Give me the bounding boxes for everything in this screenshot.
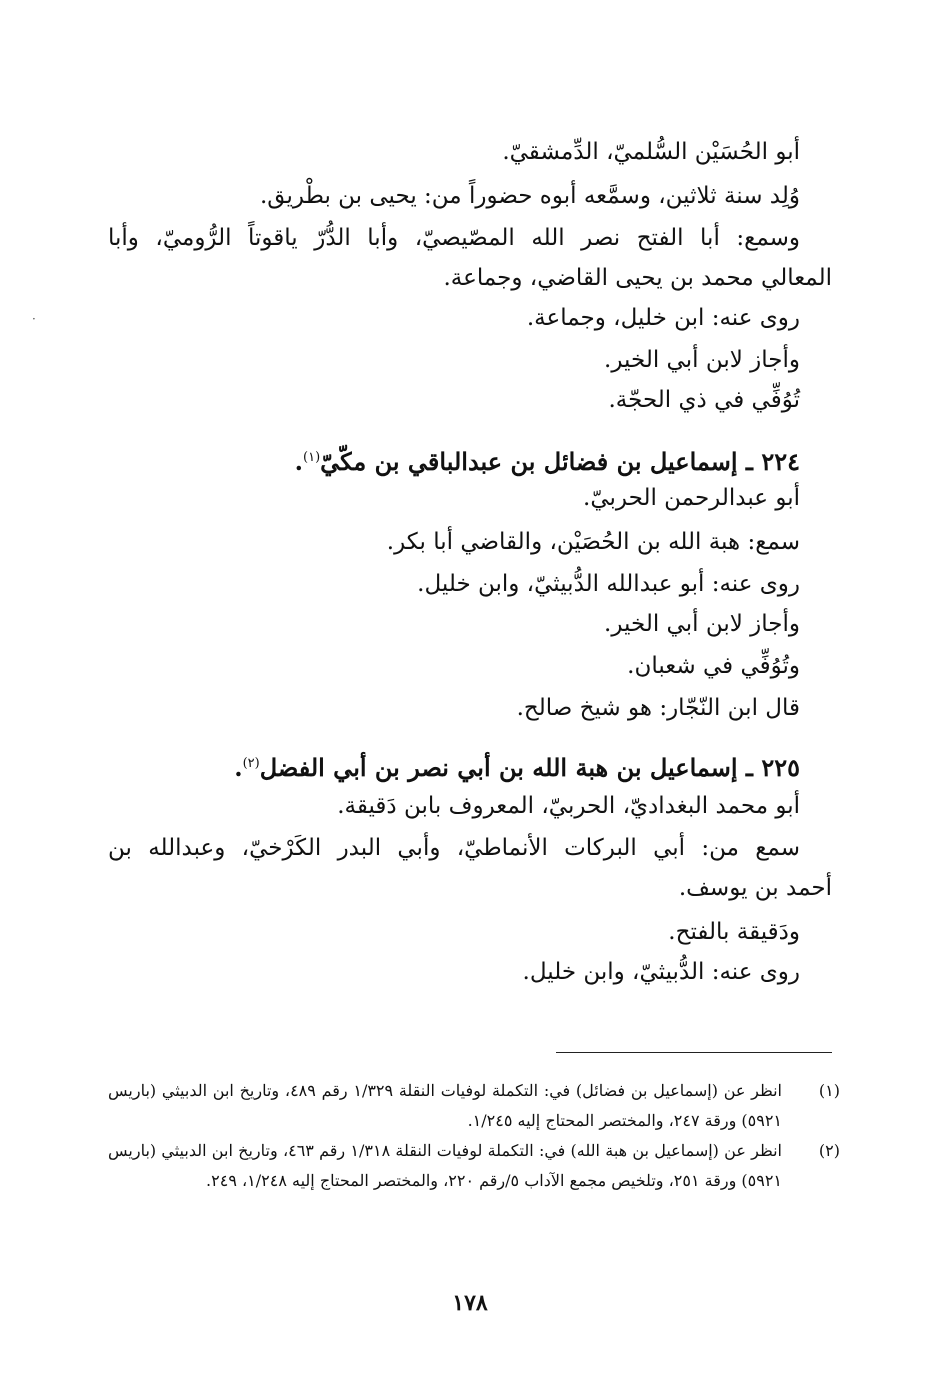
- entry-225-kunya: أبو محمد البغداديّ، الحربيّ، المعروف بابن دَقيقة.: [337, 793, 800, 819]
- page-number: ١٧٨: [452, 1290, 488, 1316]
- entry-224-remark: قال ابن النّجّار: هو شيخ صالح.: [516, 695, 800, 721]
- entry-223-death: تُوُفِّي في ذي الحجّة.: [608, 387, 800, 413]
- entry-223-teachers: وسمع: أبا الفتح نصر الله المصّيصيّ، وأبا الدُّرّ ياقوتاً الرُّوميّ، وأبا: [108, 225, 800, 251]
- entry-224-students: روى عنه: أبو عبدالله الدُّبيثيّ، وابن خليل.: [417, 571, 800, 597]
- footnote-ref-2: (٢): [242, 756, 260, 771]
- entry-225-heading: [234, 744, 800, 788]
- footnote-1-text: انظر عن (إسماعيل بن فضائل) في: التكملة لوفيات النقلة ١/٣٢٩ رقم ٤٨٩، وتاريخ ابن الدبيثي (باريس ٥٩٢١) ورقة ٢٤٧، والمختصر المحتاج إليه ١/٢٤٥.: [108, 1081, 783, 1130]
- entry-224-kunya: أبو عبدالرحمن الحربيّ.: [583, 485, 800, 511]
- entry-224-death: وتُوُفِّي في شعبان.: [627, 653, 800, 679]
- entry-225-teachers-cont: أحمد بن يوسف.: [678, 875, 832, 901]
- entry-225-heading-end: .: [234, 753, 243, 782]
- footnote-2-text: انظر عن (إسماعيل بن هبة الله) في: التكملة لوفيات النقلة ١/٣١٨ رقم ٤٦٣، وتاريخ ابن الدبيثي (باريس ٥٩٢١) ورقة ٢٥١، وتلخيص مجمع الآداب ٥/رقم ٢٢٠، والمختصر المحتاج إليه ١/٢٤٨، ٢٤٩.: [108, 1141, 782, 1190]
- footnote-2-number: (٢): [818, 1141, 840, 1160]
- entry-223-students: روى عنه: ابن خليل، وجماعة.: [526, 305, 800, 331]
- entry-224-heading-end: .: [294, 447, 304, 476]
- entry-223-teachers-cont: المعالي محمد بن يحيى القاضي، وجماعة.: [443, 265, 832, 291]
- entry-225-heading-text: ٢٢٥ ـ إسماعيل بن هبة الله بن أبي نصر بن أبي الفضل: [259, 753, 800, 782]
- footnote-separator: [556, 1052, 832, 1053]
- entry-224-ijaza: وأجاز لابن أبي الخير.: [604, 611, 800, 637]
- entry-225-spelling: ودَقيقة بالفتح.: [668, 919, 800, 945]
- footnote-ref-1: (١): [303, 450, 321, 465]
- entry-223-birth: وُلِد سنة ثلاثين، وسمَّعه أبوه حضوراً من: يحيى بن بطْريق.: [260, 183, 800, 209]
- entry-223-ijaza: وأجاز لابن أبي الخير.: [604, 347, 800, 373]
- entry-224-heading: [295, 438, 800, 482]
- footnote-1-number: (١): [818, 1081, 840, 1100]
- entry-225-teachers: سمع من: أبي البركات الأنماطيّ، وأبي البدر الكَرْخيّ، وعبدالله بن: [108, 835, 800, 861]
- entry-223-kunya: أبو الحُسَيْن السُّلميّ، الدِّمشقيّ.: [502, 139, 800, 165]
- entry-224-heading-text: ٢٢٤ ـ إسماعيل بن فضائل بن عبدالباقي بن مكّيّ: [320, 447, 800, 476]
- margin-dot: ·: [32, 312, 36, 326]
- entry-224-teachers: سمع: هبة الله بن الحُصَيْن، والقاضي أبا بكر.: [386, 529, 800, 555]
- entry-225-students: روى عنه: الدُّبيثيّ، وابن خليل.: [522, 959, 800, 985]
